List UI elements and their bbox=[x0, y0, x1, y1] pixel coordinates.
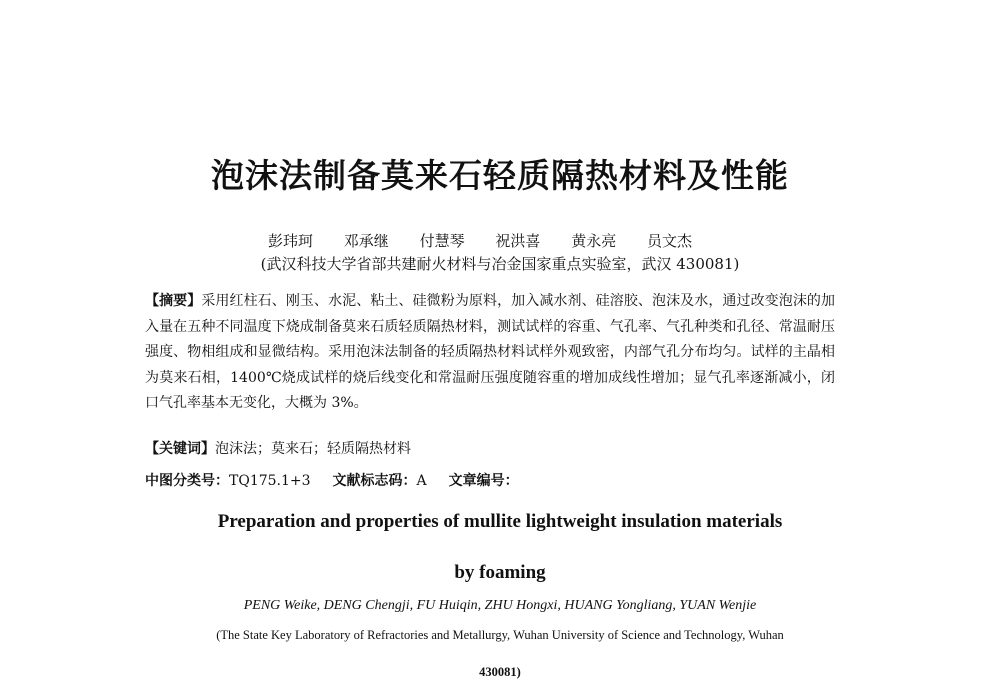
chinese-title: 泡沫法制备莫来石轻质隔热材料及性能 bbox=[211, 156, 789, 195]
english-affiliation-postcode: 430081) bbox=[479, 665, 521, 679]
abstract-text: 采用红柱石、刚玉、水泥、粘土、硅微粉为原料，加入减水剂、硅溶胶、泡沫及水，通过改变泡沫的加入量在五种不同温度下烧成制备莫来石质轻质隔热材料，测试试样的容重、气孔率、气孔种类和孔径、常温耐压强度、物相组成和显微结构。采用泡沫法制备的轻质隔热材料试样外观致密，内部气孔分布均匀。试样的主晶相为莫来石相，1400℃烧成试样的烧后线变化和常温耐压强度随容重的增加成线性增加；显气孔率逐渐减小，闭口气孔率基本无变化，大概为 3%。 bbox=[145, 293, 836, 411]
english-title-line2: by foaming bbox=[454, 562, 546, 583]
keywords-label: 【关键词】 bbox=[145, 441, 215, 457]
doc-code-value: A bbox=[416, 473, 427, 489]
author-cn: 祝洪喜 bbox=[495, 232, 541, 250]
english-authors: PENG Weike, DENG Chengji, FU Huiqin, ZHU Hongxi, HUANG Yongliang, YUAN Wenjie bbox=[243, 598, 757, 613]
author-cn: 黄永亮 bbox=[571, 232, 617, 250]
english-affiliation: (The State Key Laboratory of Refractories and Metallurgy, Wuhan University of Science and Technology, Wuhan bbox=[216, 628, 784, 642]
abstract-label: 【摘要】 bbox=[145, 293, 202, 309]
chinese-authors bbox=[268, 230, 718, 251]
article-number-label: 文章编号： bbox=[448, 473, 519, 489]
author-cn: 员文杰 bbox=[646, 232, 692, 250]
author-cn: 付慧琴 bbox=[419, 232, 465, 250]
doc-code-label: 文献标志码： bbox=[332, 473, 417, 489]
author-cn: 邓承继 bbox=[343, 232, 389, 250]
clc-value: TQ175.1+3 bbox=[229, 473, 311, 489]
clc-label: 中图分类号： bbox=[145, 473, 229, 489]
abstract bbox=[145, 289, 835, 417]
english-title-line1: Preparation and properties of mullite lightweight insulation materials bbox=[217, 511, 783, 532]
keywords-text: 泡沫法；莫来石；轻质隔热材料 bbox=[215, 441, 411, 457]
classification-line bbox=[145, 470, 519, 490]
author-cn: 彭玮珂 bbox=[268, 232, 314, 250]
keywords bbox=[145, 438, 411, 458]
chinese-affiliation: (武汉科技大学省部共建耐火材料与冶金国家重点实验室，武汉 430081) bbox=[260, 255, 740, 273]
